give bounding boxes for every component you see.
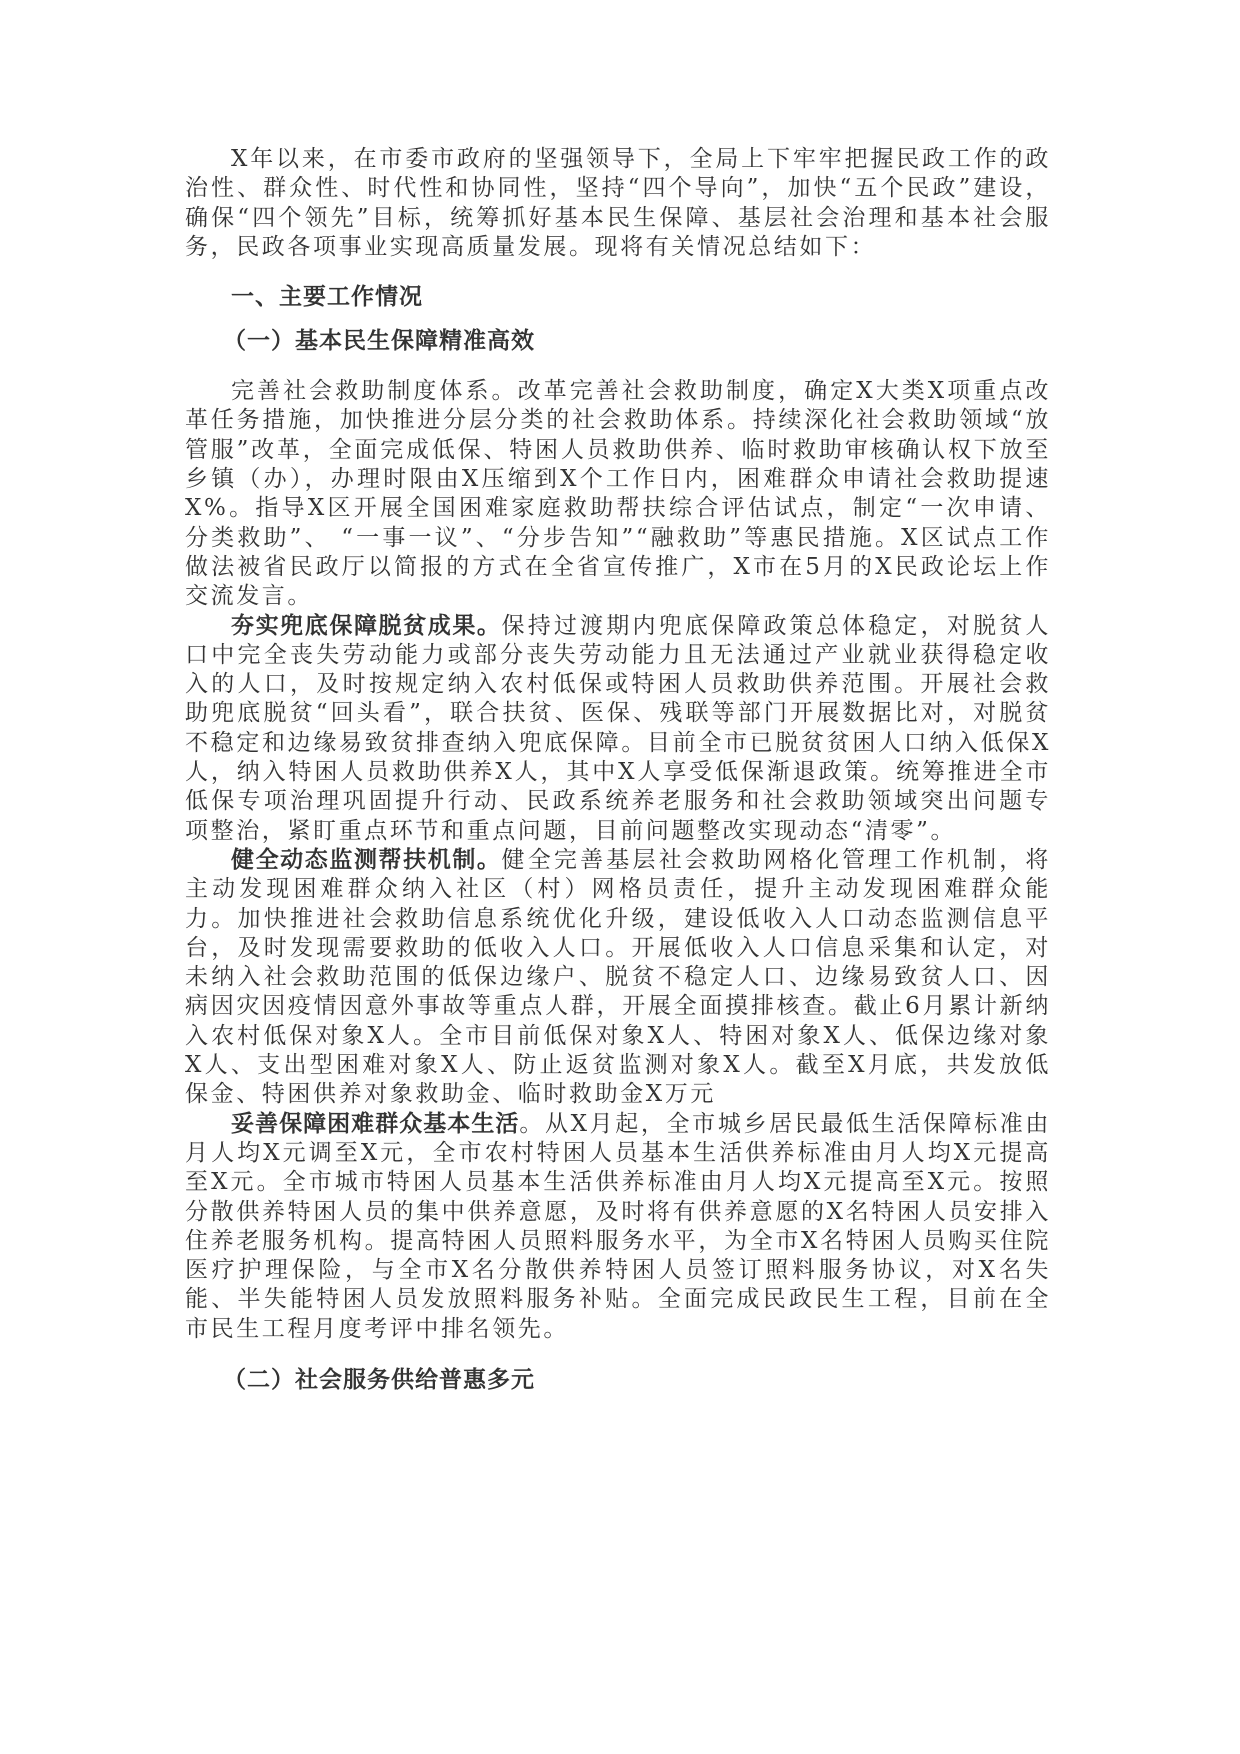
paragraph-social-assistance-system: [185, 377, 1051, 611]
paragraph-basic-living: [185, 1110, 1051, 1344]
paragraph-lead: 妥善保障困难群众基本生活: [231, 1110, 520, 1137]
paragraph-body: 保持过渡期内兜底保障政策总体稳定，对脱贫人口中完全丧失劳动能力或部分丧失劳动能力且无法通过产业就业获得稳定收入的人口，及时按规定纳入农村低保或特困人员救助供养范围。开展社会救助兜底脱贫“回头看”，联合扶贫、医保、残联等部门开展数据比对，对脱贫不稳定和边缘易致贫排查纳入兜底保障。目前全市已脱贫贫困人口纳入低保X人，纳入特困人员救助供养X人，其中X人享受低保渐退政策。统筹推进全市低保专项治理巩固提升行动、民政系统养老服务和社会救助领域突出问题专项整治，紧盯重点环节和重点问题，目前问题整改实现动态“清零”。: [185, 612, 1051, 844]
subsection-heading-social-services: （二）社会服务供给普惠多元: [223, 1366, 535, 1393]
paragraph-poverty-safeguard: [185, 612, 1051, 846]
paragraph-lead: 健全动态监测帮扶机制。: [231, 846, 502, 873]
paragraph-dynamic-monitoring: [185, 846, 1051, 1110]
paragraph-body: 。从X月起，全市城乡居民最低生活保障标准由月人均X元调至X元，全市农村特困人员基本生活供养标准由月人均X元提高至X元。全市城市特困人员基本生活供养标准由月人均X元提高至X元。按照分散供养特困人员的集中供养意愿，及时将有供养意愿的X名特困人员安排入住养老服务机构。提高特困人员照料服务水平，为全市X名特困人员购买住院医疗护理保险，与全市X名分散供养特困人员签订照料服务协议，对X名失能、半失能特困人员发放照料服务补贴。全面完成民政民生工程，目前在全市民生工程月度考评中排名领先。: [185, 1110, 1051, 1342]
paragraph-lead: 夯实兜底保障脱贫成果。: [231, 612, 502, 639]
section-heading-main-work: 一、主要工作情况: [231, 284, 423, 311]
intro-paragraph: X年以来，在市委市政府的坚强领导下，全局上下牢牢把握民政工作的政治性、群众性、时代性和协同性，坚持“四个导向”，加快“五个民政”建设，确保“四个领先”目标，统筹抓好基本民生保障、基层社会治理和基本社会服务，民政各项事业实现高质量发展。现将有关情况总结如下：: [185, 146, 1051, 260]
paragraph-body: 完善社会救助制度体系。改革完善社会救助制度，确定X大类X项重点改革任务措施，加快推进分层分类的社会救助体系。持续深化社会救助领域“放管服”改革，全面完成低保、特困人员救助供养、临时救助审核确认权下放至乡镇（办），办理时限由X压缩到X个工作日内，困难群众申请社会救助提速X%。指导X区开展全国困难家庭救助帮扶综合评估试点，制定“一次申请、分类救助”、 “一事一议”、“分步告知”“融救助”等惠民措施。X区试点工作做法被省民政厅以简报的方式在全省宣传推广，X市在5月的X民政论坛上作交流发言。: [185, 378, 1051, 610]
paragraph-body: 健全完善基层社会救助网格化管理工作机制，将主动发现困难群众纳入社区（村）网格员责任，提升主动发现困难群众能力。加快推进社会救助信息系统优化升级，建设低收入人口动态监测信息平台，及时发现需要救助的低收入人口。开展低收入人口信息采集和认定，对未纳入社会救助范围的低保边缘户、脱贫不稳定人口、边缘易致贫人口、因病因灾因疫情因意外事故等重点人群，开展全面摸排核查。截止6月累计新纳入农村低保对象X人。全市目前低保对象X人、特困对象X人、低保边缘对象X人、支出型困难对象X人、防止返贫监测对象X人。截至X月底，共发放低保金、特困供养对象救助金、临时救助金X万元: [185, 846, 1051, 1108]
subsection-heading-basic-livelihood: （一）基本民生保障精准高效: [223, 328, 535, 355]
document-page: [185, 145, 1051, 1402]
